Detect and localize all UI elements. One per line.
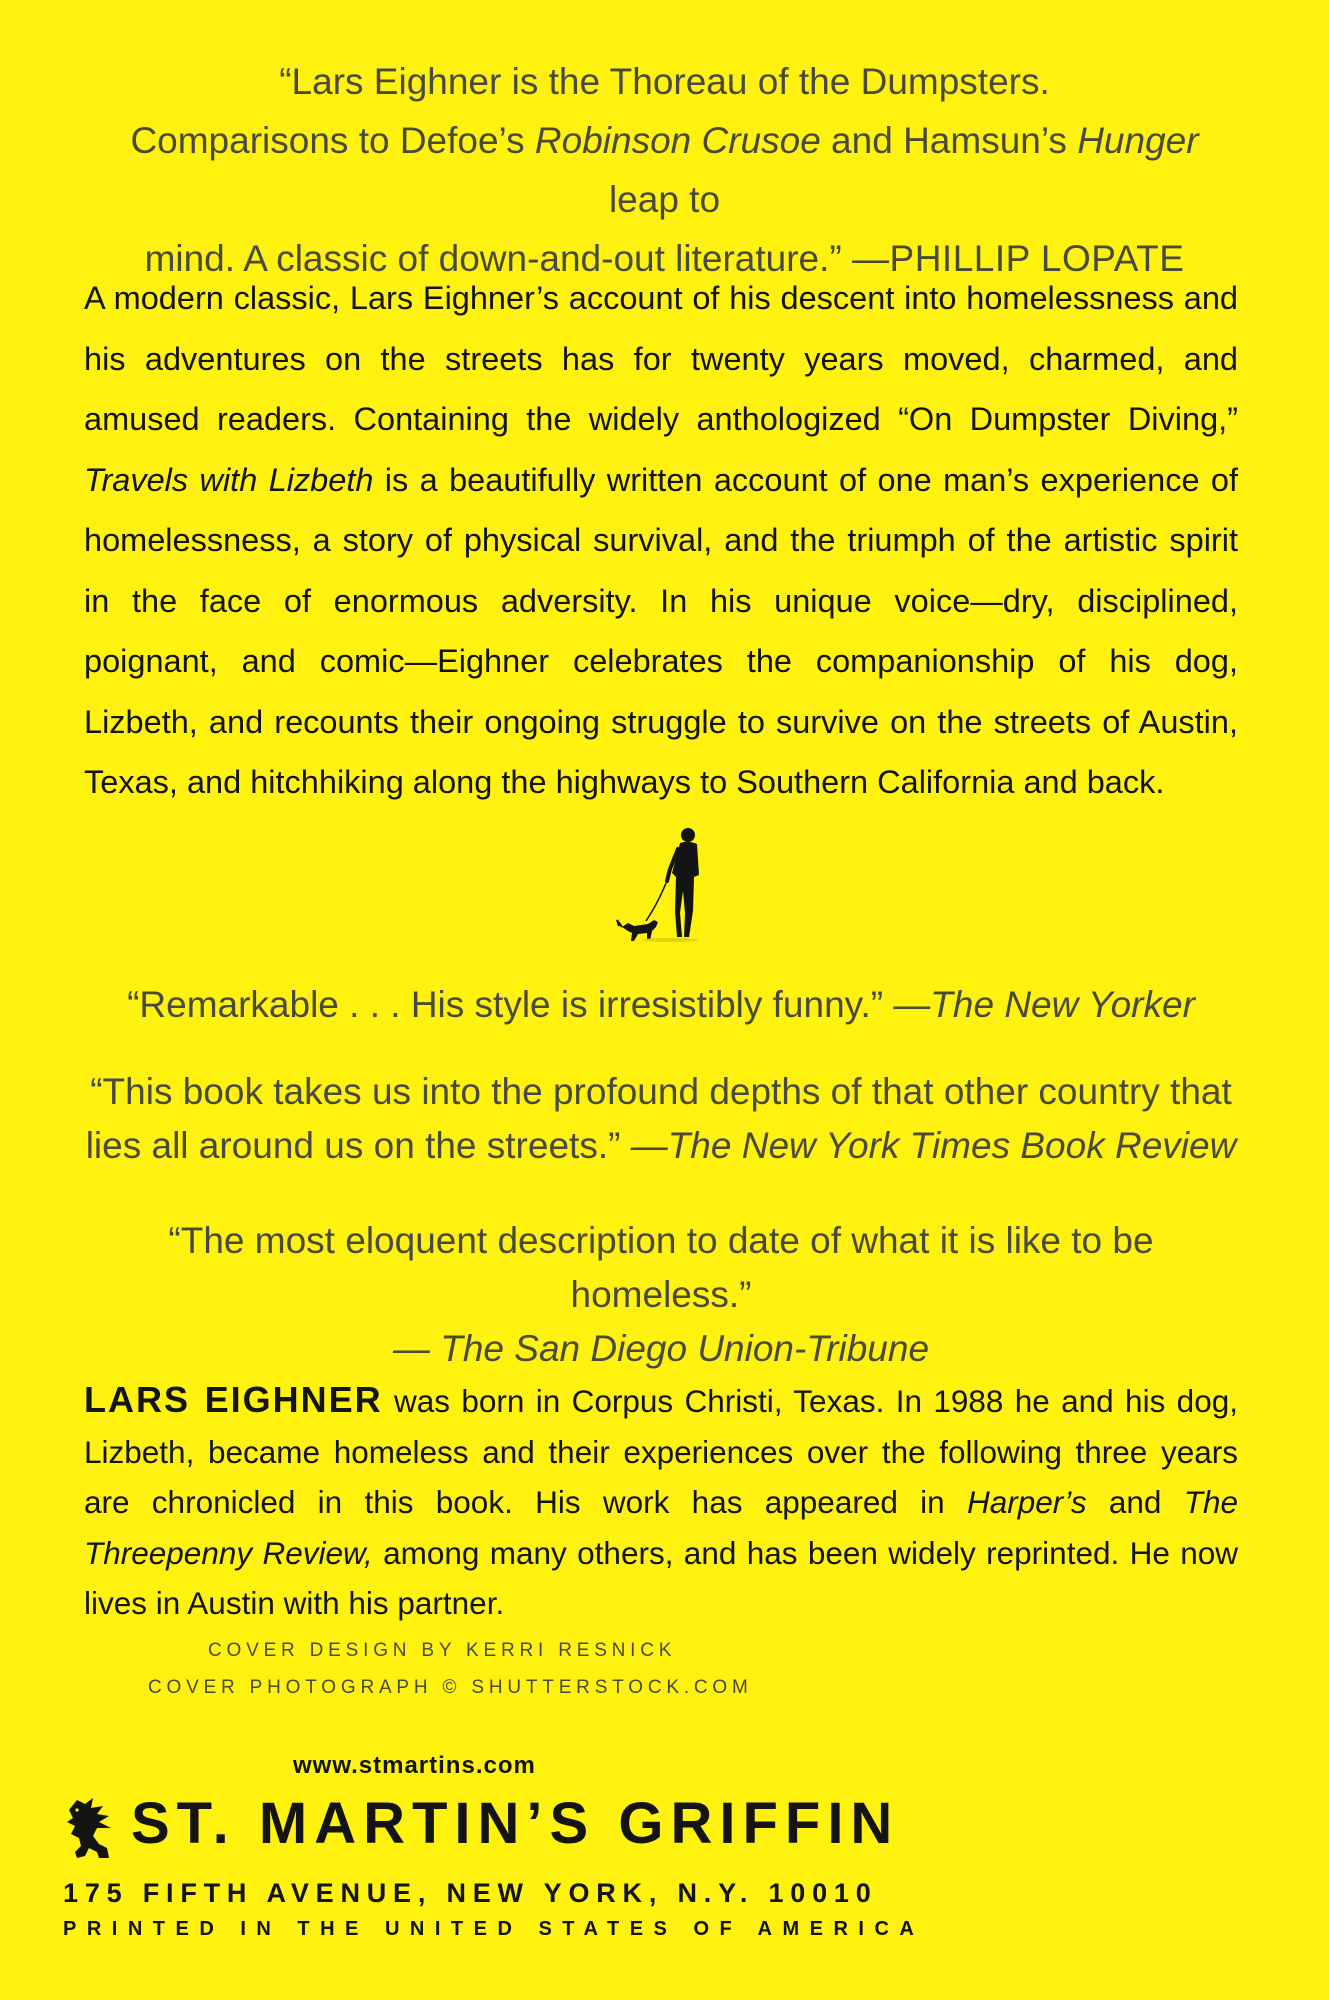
author-bio: LARS EIGHNER was born in Corpus Christi, Texas. In 1988 he and his dog, Lizbeth, became homeless and their experiences over the following three years are chronicled in this book. His work has appeared in Harper’s and The Threepenny Review, among many others, and has been widely reprinted. He now lives in Austin with his partner. <box>84 1379 1238 1621</box>
review-source-3: — The San Diego Union-Tribune <box>392 1328 930 1369</box>
griffin-icon <box>63 1796 115 1862</box>
publisher-address: 175 FIFTH AVENUE, NEW YORK, N.Y. 10010 <box>63 1878 878 1908</box>
top-quote-line3: mind. A classic of down-and-out literature.” —PHILLIP LOPATE <box>144 238 1185 279</box>
man-walking-dog-illustration <box>600 823 730 963</box>
review-source-1: —The New Yorker <box>893 984 1195 1025</box>
cover-credits <box>148 1632 848 1706</box>
top-quote-line2: Comparisons to Defoe’s Robinson Crusoe and Hamsun’s Hunger leap to <box>130 120 1199 220</box>
review-quote-2: “This book takes us into the profound depths of that other country that lies all around us on the streets.” —The New York Times Book Review <box>85 1071 1237 1166</box>
cover-design-credit: COVER DESIGN BY KERRI RESNICK <box>208 1640 677 1661</box>
author-name: LARS EIGHNER <box>84 1379 383 1420</box>
book-description: A modern classic, Lars Eighner’s account of his descent into homelessness and his adventures on the streets has for twenty years moved, charmed, and amused readers. Containing the widely anthologized “On Dumpster Diving,” Travels with Lizbeth is a beautifully written account of one man’s experience of homelessness, a story of physical survival, and the triumph of the artistic spirit in the face of enormous adversity. In his unique voice—dry, disciplined, poignant, and comic—Eighner celebrates the companionship of his dog, Lizbeth, and recounts their ongoing struggle to survive on the streets of Austin, Texas, and hitchhiking along the highways to Southern California and back. <box>84 280 1238 800</box>
cover-photo-credit: COVER PHOTOGRAPH © SHUTTERSTOCK.COM <box>148 1677 753 1698</box>
publisher-name: ST. MARTIN’S GRIFFIN <box>131 1791 900 1856</box>
publisher-url[interactable]: www.stmartins.com <box>293 1752 536 1779</box>
top-quote <box>120 52 1209 288</box>
review-quote-3: “The most eloquent description to date of what it is like to be homeless.” — The San Diego Union-Tribune <box>168 1220 1154 1369</box>
book-title: Travels with Lizbeth <box>84 461 374 498</box>
top-quote-line1: “Lars Eighner is the Thoreau of the Dumpsters. <box>279 61 1050 102</box>
top-quote-attribution: —PHILLIP LOPATE <box>852 238 1185 279</box>
review-source-2: —The New York Times Book Review <box>630 1125 1237 1166</box>
printed-in-note: PRINTED IN THE UNITED STATES OF AMERICA <box>63 1918 925 1940</box>
review-quote-1: “Remarkable . . . His style is irresistibly funny.” —The New Yorker <box>127 984 1195 1025</box>
